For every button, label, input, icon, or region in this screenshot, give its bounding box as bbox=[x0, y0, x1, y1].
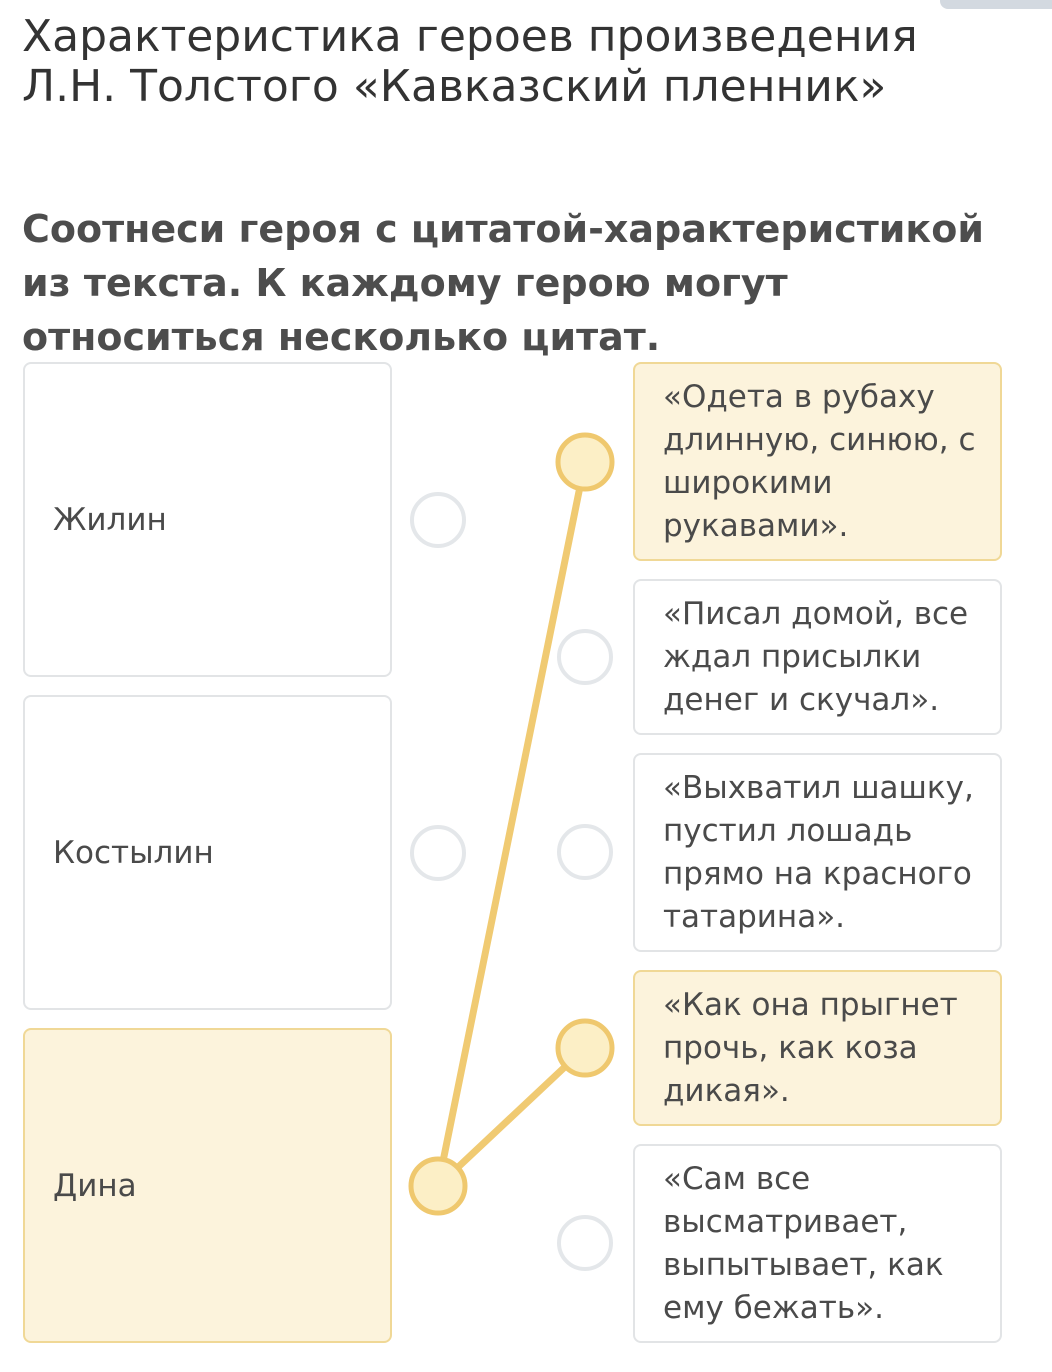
page-title: Характеристика героев произведения Л.Н. Толстого «Кавказский пленник» bbox=[22, 11, 918, 112]
quote-handle-4[interactable] bbox=[558, 1021, 612, 1075]
task-instructions: Соотнеси героя с цитатой-характеристикой из текста. К каждому герою могут относиться несколько цитат. bbox=[22, 207, 984, 359]
hero-handle-zhilin[interactable] bbox=[412, 494, 464, 546]
hero-label: Дина bbox=[53, 1167, 137, 1204]
quote-handle-5[interactable] bbox=[559, 1217, 611, 1269]
quote-text: «Сам все высматривает, выпытывает, как ему бежать». bbox=[663, 1160, 944, 1326]
hero-handle-kostylin[interactable] bbox=[412, 827, 464, 879]
hero-label: Жилин bbox=[53, 501, 167, 538]
quote-handle-1[interactable] bbox=[558, 435, 612, 489]
connection-line-dina-quote-1 bbox=[438, 462, 585, 1186]
quote-handle-3[interactable] bbox=[559, 826, 611, 878]
quote-handle-2[interactable] bbox=[559, 631, 611, 683]
quote-text: «Одета в рубаху длинную, синюю, с широкими рукавами». bbox=[663, 378, 976, 544]
quote-text: «Писал домой, все ждал присылки денег и скучал». bbox=[663, 595, 969, 718]
quote-text: «Выхватил шашку, пустил лошадь прямо на красного татарина». bbox=[663, 769, 974, 935]
quote-text: «Как она прыгнет прочь, как коза дикая». bbox=[663, 986, 958, 1109]
hero-label: Костылин bbox=[53, 834, 214, 871]
hero-handle-dina[interactable] bbox=[411, 1159, 465, 1213]
